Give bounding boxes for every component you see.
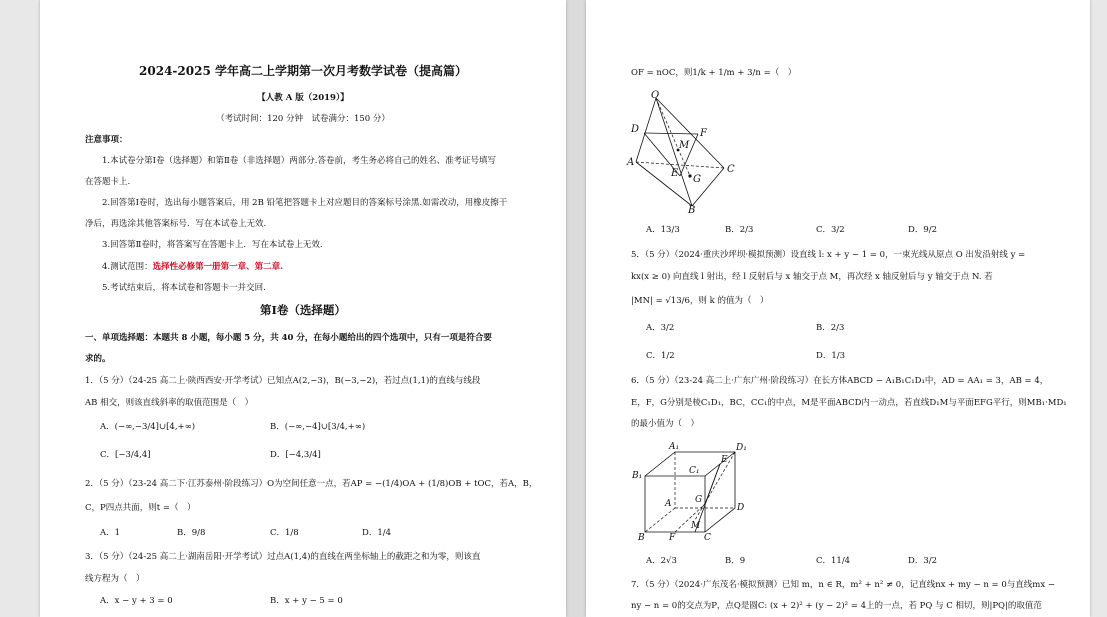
exam-title: 2024-2025 学年高二上学期第一次月考数学试卷（提高篇） [139, 64, 467, 78]
fig2-label-B: B [638, 533, 645, 543]
part1-heading-a: 一、单项选择题：本题共 8 小题，每小题 5 分，共 40 分，在每小题给出的四个选项中，只有一项是符合要 [85, 333, 492, 343]
q5-stem-a: 5．（5 分）（2024·重庆沙坪坝·模拟预测）设直线 l: x + y − 1 = 0，一束光线从原点 O 出发沿射线 y = [631, 250, 1026, 260]
q6-stem-a: 6．（5 分）（23-24 高二上·广东广州·阶段练习）在长方体ABCD − A₁B₁C₁D₁中，AD = AA₁ = 3，AB = 4， [631, 376, 1049, 386]
q4-option-c: C．3/2 [816, 225, 845, 235]
notice-1b: 在答题卡上. [85, 177, 131, 187]
notice-2a: 2.回答第Ⅰ卷时，选出每小题答案后，用 2B 铅笔把答题卡上对应题目的答案标号涂黑.如需改动，用橡皮擦干 [102, 198, 508, 208]
q5-option-d: D．1/3 [816, 351, 845, 361]
q3-option-a: A．x − y + 3 = 0 [100, 596, 173, 606]
q3-option-b: B．x + y − 5 = 0 [270, 596, 343, 606]
q1-stem-b: AB 相交，则该直线斜率的取值范围是（ ） [85, 398, 254, 408]
fig1-label-D: D [631, 124, 640, 135]
q5-option-b: B．2/3 [816, 323, 845, 333]
q2-option-a: A．1 [100, 528, 121, 538]
point-G [688, 174, 691, 177]
line-D1M [695, 452, 735, 520]
q5-stem-b: kx(x ≥ 0) 向直线 l 射出，经 l 反射后与 x 轴交于点 M，再次经 x 轴反射后与 y 轴交于点 N. 若 [631, 272, 993, 282]
q1-stem-a: 1．（5 分）（24-25 高二上·陕西西安·开学考试）已知点A(2,−3)，B(−3,−2)，若过点(1,1)的直线与线段 [85, 376, 481, 386]
fig1-label-E: E [671, 168, 679, 179]
fig1-label-A: A [627, 157, 635, 168]
fig2-label-M: M [691, 521, 701, 531]
q2-stem-a: 2．（5 分）（23-24 高二下·江苏泰州·阶段练习）O为空间任意一点，若AP = −(1/4)OA + (1/8)OB + tOC，若A，B， [85, 479, 538, 489]
notice-heading: 注意事项： [85, 135, 128, 145]
q6-stem-b: E，F，G分别是棱C₁D₁，BC，CC₁的中点，M是平面ABCD内一动点，若直线D₁M与平面EFG平行，则MB₁·MD₁ [631, 398, 1067, 408]
q6-option-d: D．3/2 [908, 556, 937, 566]
fig2-label-A: A [665, 499, 672, 509]
page-left [40, 0, 566, 617]
q6-option-c: C．11/4 [816, 556, 851, 566]
fig2-label-B1: B₁ [632, 471, 643, 481]
fig2-label-A1: A₁ [669, 442, 680, 452]
q4-option-a: A．13/3 [646, 225, 680, 235]
q1-option-b: B．(−∞,−4]∪[3/4,+∞) [270, 422, 366, 432]
q5-stem-c: |MN| = √13/6，则 k 的值为（ ） [631, 296, 769, 306]
fig1-label-C: C [727, 164, 735, 175]
fig2-label-D: D [737, 503, 745, 513]
tetrahedron-figure [626, 88, 746, 213]
edge-AC [636, 162, 724, 168]
q2-option-c: C．1/8 [270, 528, 299, 538]
q2-option-d: D．1/4 [362, 528, 391, 538]
q2-option-b: B．9/8 [177, 528, 206, 538]
q6-option-b: B．9 [725, 556, 746, 566]
q5-option-a: A．3/2 [646, 323, 675, 333]
fig1-label-M: M [679, 140, 690, 151]
notice-5: 5.考试结束后，将本试卷和答题卡一并交回. [102, 283, 266, 293]
fig1-label-G: G [693, 174, 701, 185]
cuboid-figure [631, 440, 751, 544]
notice-3: 3.回答第Ⅱ卷时，将答案写在答题卡上．写在本试卷上无效. [102, 240, 323, 250]
notice-1a: 1.本试卷分第Ⅰ卷（选择题）和第Ⅱ卷（非选择题）两部分.答卷前，考生务必将自己的姓名、准考证号填写 [102, 156, 496, 166]
q2-stem-b: C，P四点共面，则t =（ ） [85, 503, 196, 513]
q7-stem-b: ny − n = 0的交点为P，点Q是圆C: (x + 2)² + (y − 2)² = 4上的一点，若 PQ 与 C 相切，则|PQ|的取值范 [631, 601, 1042, 611]
q1-option-d: D．[−4,3/4] [270, 450, 321, 460]
edge-OB [656, 98, 692, 206]
edge-AB [645, 508, 675, 532]
page-right [586, 0, 1090, 617]
fig1-label-F: F [700, 128, 707, 139]
notice-4-range: 选择性必修第一册第一章、第二章. [152, 262, 284, 272]
time-info: （考试时间：120 分钟 试卷满分：150 分） [216, 114, 390, 124]
q3-stem-a: 3．（5 分）（24-25 高二上·湖南岳阳·开学考试）过点A(1,4)的直线在两坐标轴上的截距之和为零，则该直 [85, 552, 481, 562]
part1-heading-b: 求的。 [85, 354, 111, 364]
section-title: 第Ⅰ卷（选择题） [260, 303, 346, 317]
fig2-label-C: C [704, 533, 711, 543]
q4-stem-tail: OF = nOC，则1/k + 1/m + 3/n =（ ） [631, 68, 797, 78]
notice-4-prefix: 4.测试范围： [102, 262, 153, 272]
q1-option-c: C．[−3/4,4] [100, 450, 151, 460]
fig2-label-E: E [721, 455, 728, 465]
q3-stem-b: 线方程为（ ） [85, 574, 145, 584]
fig2-label-D1: D₁ [736, 443, 747, 453]
q6-stem-c: 的最小值为（ ） [631, 419, 700, 429]
q5-option-c: C．1/2 [646, 351, 675, 361]
fig2-label-G: G [695, 495, 703, 505]
notice-2b: 净后，再选涂其他答案标号．写在本试卷上无效. [85, 219, 267, 229]
q4-option-d: D．9/2 [908, 225, 937, 235]
page-gap [566, 0, 586, 617]
q1-option-a: A．(−∞,−3/4]∪[4,+∞) [100, 422, 196, 432]
q7-stem-a: 7．（5 分）（2024·广东茂名·模拟预测）已知 m，n ∈ R，m² + n² ≠ 0，记直线nx + my − n = 0与直线mx − [631, 580, 1055, 590]
fig2-label-F: F [669, 533, 676, 543]
edition-label: 【人教 A 版（2019）】 [257, 93, 349, 103]
fig2-label-C1: C₁ [689, 466, 700, 476]
q6-option-a: A．2√3 [646, 556, 677, 566]
fig1-label-B: B [688, 205, 696, 213]
edge-OC [656, 98, 724, 168]
q4-option-b: B．2/3 [725, 225, 754, 235]
notice-4 [102, 262, 283, 273]
fig1-label-O: O [651, 90, 660, 101]
